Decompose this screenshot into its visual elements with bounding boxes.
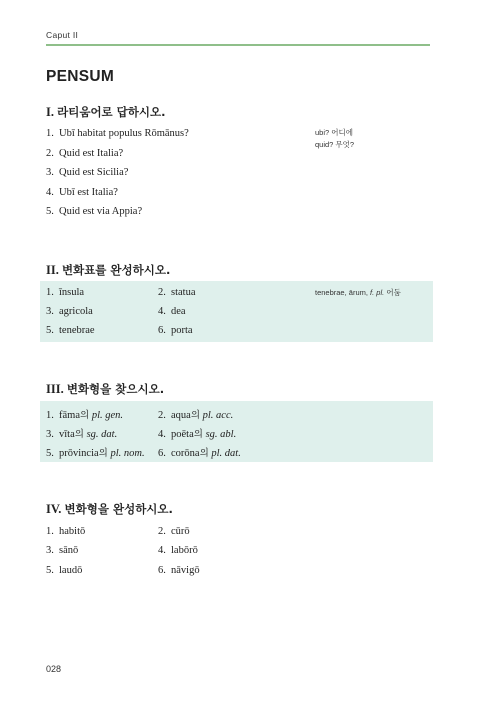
section-4-title: 변화형을 완성하시오. <box>64 502 173 516</box>
exercise-item: 1. fāma의 pl. gen. <box>46 410 124 421</box>
section-1-heading <box>46 104 165 120</box>
header-rule <box>46 44 430 46</box>
exercise-item: 4. Ubī est Italia? <box>46 187 118 198</box>
section-3-title: 변화형을 찾으시오. <box>66 382 165 396</box>
exercise-item: 6. corōna의 pl. dat. <box>158 448 241 459</box>
exercise-item: 1. īnsula <box>46 287 85 298</box>
exercise-item: 2. cūrō <box>158 526 190 537</box>
exercise-item: 5. tenebrae <box>46 325 95 336</box>
margin-note: tenebrae, ārum, f. pl. 어둠 <box>315 288 401 297</box>
page-number: 028 <box>46 664 62 674</box>
section-1-title: 라티움어로 답하시오. <box>57 105 166 119</box>
section-2-numeral: II. <box>46 263 59 277</box>
exercise-item: 2. statua <box>158 287 196 298</box>
exercise-item: 3. Quid est Sicilia? <box>46 167 129 178</box>
section-3-numeral: III. <box>46 382 64 396</box>
margin-note-line: ubi? 어디에 <box>315 128 353 137</box>
exercise-item: 6. nāvigō <box>158 565 200 576</box>
exercise-item: 2. Quid est Italia? <box>46 148 124 159</box>
section-3-heading <box>46 381 164 397</box>
exercise-item: 4. poēta의 sg. abl. <box>158 429 237 440</box>
exercise-item: 4. dea <box>158 306 186 317</box>
exercise-item: 1. Ubī habitat populus Rōmānus? <box>46 128 189 139</box>
section-2-title: 변화표를 완성하시오. <box>61 263 171 277</box>
exercise-item: 1. habitō <box>46 526 86 537</box>
exercise-item: 3. vīta의 sg. dat. <box>46 429 118 440</box>
exercise-item: 5. prōvincia의 pl. nom. <box>46 448 145 459</box>
section-2-heading <box>46 262 170 278</box>
exercise-item: 2. aqua의 pl. acc. <box>158 410 234 421</box>
exercise-item: 4. labōrō <box>158 545 198 556</box>
exercise-item: 5. laudō <box>46 565 83 576</box>
exercise-item: 5. Quid est via Appia? <box>46 206 143 217</box>
exercise-item: 3. agricola <box>46 306 93 317</box>
running-head: Caput II <box>46 30 79 40</box>
margin-note <box>315 127 354 151</box>
section-4-heading <box>46 501 173 517</box>
margin-note-line: quid? 무엇? <box>315 140 355 149</box>
section-4-numeral: IV. <box>46 502 62 516</box>
exercise-item: 3. sānō <box>46 545 79 556</box>
pensum-title: PENSUM <box>46 68 115 85</box>
exercise-item: 6. porta <box>158 325 193 336</box>
section-1-numeral: I. <box>46 105 54 119</box>
